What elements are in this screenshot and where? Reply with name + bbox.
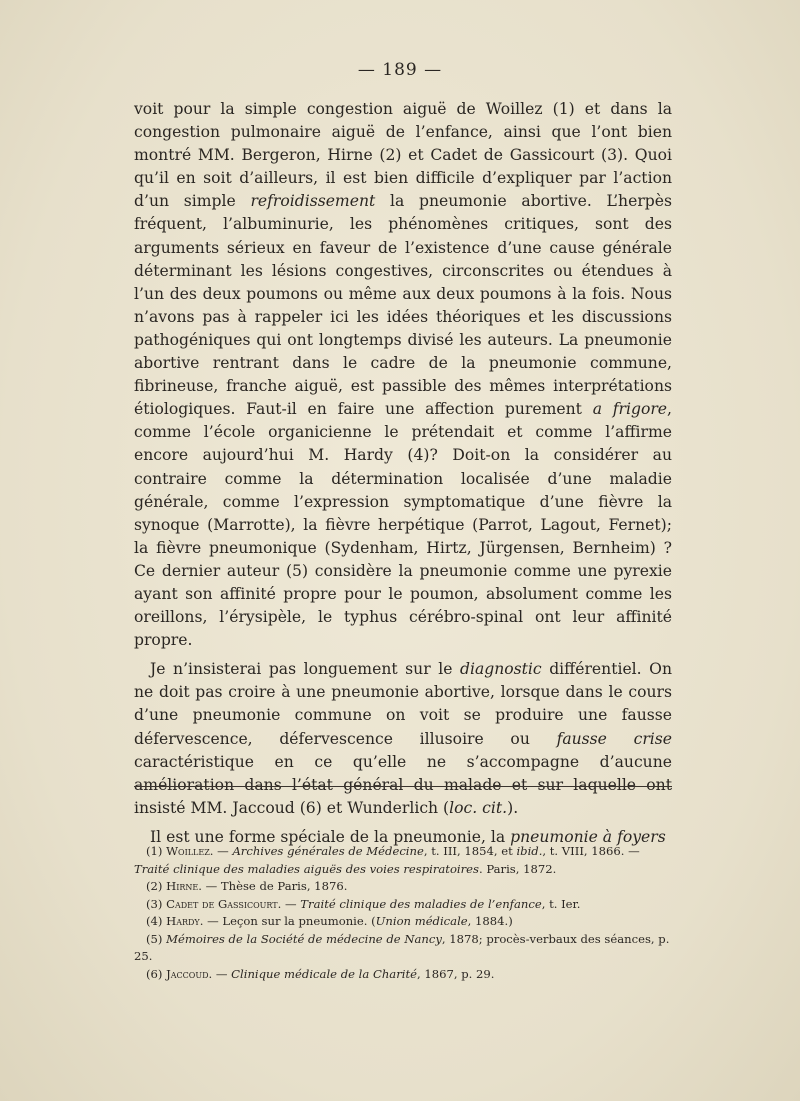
author-name: Jaccoud bbox=[166, 966, 209, 981]
text-run: . — Thèse de Paris, 1876. bbox=[198, 879, 348, 893]
text-run: caractéristique en ce qu’elle ne s’accompagne d’aucune amélioration dans l’état général du malade et sur laquelle ont insisté MM. Jaccoud (6) et Wunderlich ( bbox=[134, 752, 672, 817]
text-run: , t. III, 1854, et bbox=[423, 844, 517, 858]
italic-text: Traité clinique des maladies aiguës des voies respiratoires bbox=[134, 861, 479, 876]
author-name: Woillez bbox=[166, 844, 210, 858]
text-run: . — bbox=[209, 844, 233, 858]
text-run: Il est une forme spéciale de la pneumonie, la bbox=[150, 827, 511, 846]
footnote bbox=[134, 843, 672, 878]
italic-text: Union médicale bbox=[375, 914, 468, 928]
text-run: (2) bbox=[146, 879, 167, 893]
text-run: , 1878; procès-verbaux des séances, p. 25. bbox=[134, 931, 670, 963]
footnote bbox=[134, 913, 672, 931]
paragraph bbox=[134, 658, 672, 820]
footnote bbox=[134, 931, 672, 966]
italic-text: pneumonie à foyers bbox=[510, 827, 666, 846]
italic-text: Clinique médicale de la Charité bbox=[231, 966, 417, 981]
body-text bbox=[134, 98, 672, 849]
text-run: différentiel. On ne doit pas croire à une pneumonie abortive, lorsque dans le cours d’une pneumonie commune on voit se produire une fausse défervescence, défervescence illusoire ou bbox=[134, 660, 672, 748]
text-run: (6) bbox=[146, 966, 167, 981]
author-name: Hardy bbox=[166, 914, 200, 928]
footnotes bbox=[134, 843, 672, 983]
page-number: — 189 — bbox=[357, 60, 443, 80]
italic-text: Archives générales de Médecine bbox=[232, 844, 424, 858]
text-run: la pneumonie abortive. L’herpès fréquent, l’albuminurie, les phénomènes critiques, sont des arguments sérieux en faveur de l’existence d’une cause générale déterminant les lésions congestives, circonscrites ou étendues à l’un des deux poumons ou même aux deux poumons à la fois. Nous n’avons pas à rappeler ici les idées théoriques et les discussions pathogéniques qui ont longtemps divisé les auteurs. La pneumonie abortive rentrant dans le cadre de la pneumonie commune, fibrineuse, franche aiguë, est passible des mêmes interprétations étiologiques. Faut-il en faire une affection purement bbox=[134, 192, 672, 419]
text-run: voit pour la simple congestion aiguë de Woillez (1) et dans la congestion pulmonaire aiguë de l’enfance, ainsi que l’ont bien montré MM. Bergeron, Hirne (2) et Cadet de Gassicourt (3). Quoi qu’il en soit d’ailleurs, il est bien difficile d’expliquer par l’action d’un simple bbox=[134, 100, 672, 211]
author-name: Cadet de Gassicourt bbox=[166, 896, 278, 911]
italic-text: diagnostic bbox=[459, 660, 542, 679]
text-run: . — bbox=[277, 896, 301, 911]
footnote bbox=[134, 896, 672, 914]
author-name: Hirne bbox=[166, 879, 199, 893]
text-run: , 1884.) bbox=[467, 914, 513, 928]
footnote bbox=[134, 878, 672, 896]
text-run: . — Leçon sur la pneumonie. ( bbox=[199, 914, 376, 928]
footnote bbox=[134, 966, 672, 984]
text-run: , comme l’école organicienne le prétendait et comme l’affirme encore aujourd’hui M. Hardy (4)? Doit-on la considérer au contraire comme la détermination localisée d’une maladie générale, comme l’expression symptomatique d’une fièvre la synoque (Marrotte), la fièvre herpétique (Parrot, Lagout, Fernet); la fièvre pneumonique (Sydenham, Hirtz, Jürgensen, Bernheim) ? Ce dernier auteur (5) considère la pneumonie comme une pyrexie ayant son affinité propre pour le poumon, absolument comme les oreillons, l’érysipèle, le typhus cérébro-spinal ont leur affinité propre. bbox=[134, 400, 672, 650]
italic-text: Mémoires de la Société de médecine de Nancy bbox=[166, 931, 442, 946]
text-run: . Paris, 1872. bbox=[478, 861, 557, 876]
italic-text: fausse crise bbox=[556, 729, 673, 748]
italic-text: Traité clinique des maladies de l’enfance bbox=[300, 896, 542, 911]
text-run: Je n’insisterai pas longuement sur le bbox=[150, 660, 460, 679]
italic-text: refroidissement bbox=[250, 192, 376, 211]
text-run: . — bbox=[208, 966, 232, 981]
text-run: ). bbox=[507, 798, 519, 817]
text-run: (1) bbox=[146, 844, 167, 858]
italic-text: ibid. bbox=[516, 844, 543, 858]
italic-text: a frigore bbox=[592, 400, 668, 419]
italic-text: loc. cit. bbox=[449, 798, 508, 817]
footnote-separator bbox=[134, 786, 672, 787]
text-run: , t. Ier. bbox=[541, 896, 581, 911]
text-run: , 1867, p. 29. bbox=[417, 966, 495, 981]
text-run: , t. VIII, 1866. — bbox=[542, 844, 640, 858]
text-run: (5) bbox=[146, 931, 167, 946]
text-run: (4) bbox=[146, 914, 167, 928]
text-run: (3) bbox=[146, 896, 167, 911]
paragraph bbox=[134, 98, 672, 652]
